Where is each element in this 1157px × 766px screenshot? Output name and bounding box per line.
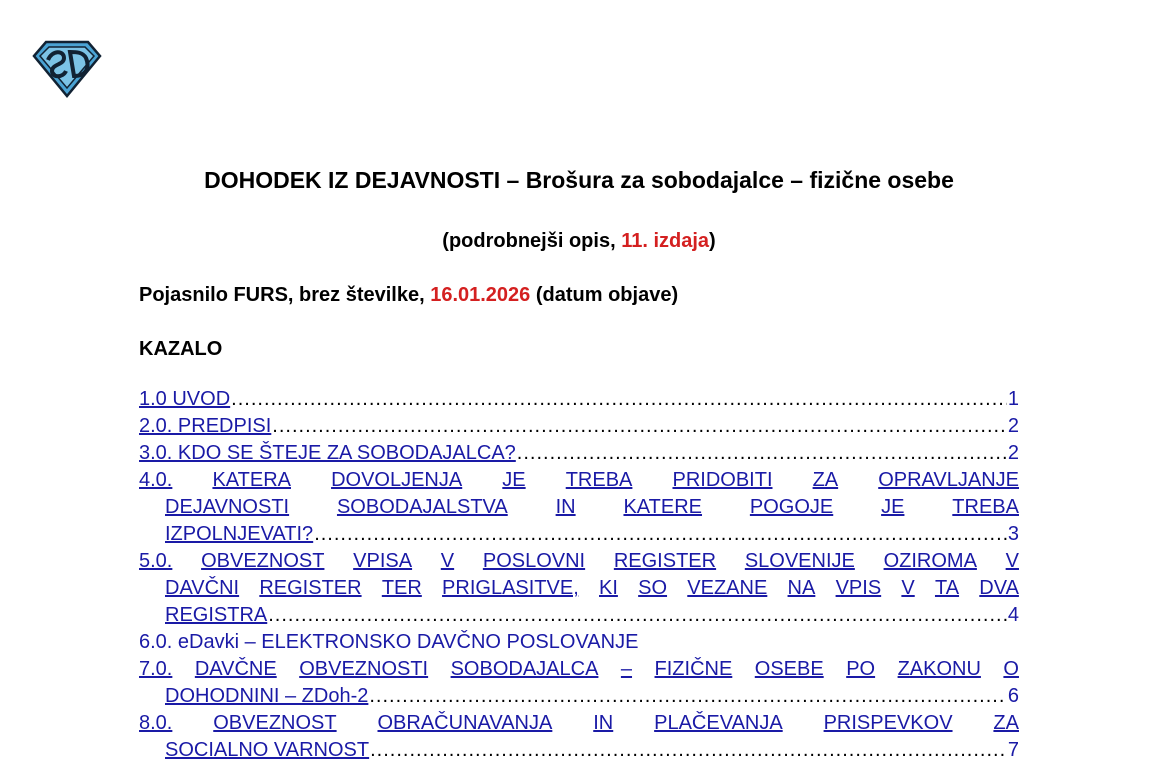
word: REGISTER: [613, 550, 717, 572]
toc-entry-4-line-2[interactable]: [139, 496, 1019, 523]
toc-entry-3[interactable]: [139, 442, 1019, 469]
word: PRISPEVKOV: [823, 712, 953, 734]
toc-entry-8-page[interactable]: 7: [1007, 739, 1019, 761]
word: PRIGLASITVE,: [442, 577, 579, 599]
word: V: [440, 550, 455, 572]
toc-entry-7-page[interactable]: 6: [1007, 685, 1019, 707]
word: TREBA: [952, 496, 1019, 518]
toc-entry-4-line-1[interactable]: [139, 469, 1019, 496]
word: NA: [787, 577, 816, 599]
word: TER: [381, 577, 422, 599]
word: KI: [599, 577, 618, 599]
word: TREBA: [565, 469, 633, 491]
toc-entry-2-link[interactable]: 2.0. PREDPISI: [139, 415, 272, 437]
word: OBVEZNOST: [213, 712, 337, 734]
logo-icon: [30, 38, 104, 100]
word: ZA: [812, 469, 839, 491]
word: VPISA: [353, 550, 413, 572]
word: V: [901, 577, 915, 599]
subtitle-close: ): [709, 230, 716, 252]
toc-entry-1[interactable]: [139, 388, 1019, 415]
dot-leader: [231, 388, 1007, 411]
toc-entry-4-page[interactable]: 3: [1007, 523, 1019, 545]
word: KATERE: [623, 496, 703, 518]
dot-leader: [369, 685, 1007, 708]
toc-entry-3-link[interactable]: 3.0. KDO SE ŠTEJE ZA SOBODAJALCA?: [139, 442, 516, 464]
toc-entry-1-link[interactable]: 1.0 UVOD: [139, 388, 231, 410]
page-subtitle: [139, 228, 1019, 254]
word: KATERA: [212, 469, 291, 491]
word: OPRAVLJANJE: [878, 469, 1019, 491]
toc-entry-1-page[interactable]: 1: [1007, 388, 1019, 410]
toc-entry-8-link[interactable]: SOCIALNO VARNOST: [165, 739, 370, 761]
toc-entry-5-link[interactable]: REGISTRA: [165, 604, 268, 626]
dot-leader: [314, 523, 1007, 546]
toc-entry-7-line-2[interactable]: [139, 685, 1019, 712]
word: POSLOVNI: [482, 550, 586, 572]
word: PO: [846, 658, 876, 680]
toc-entry-7-link[interactable]: DOHODNINI – ZDoh-2: [165, 685, 369, 707]
word: DAVČNI: [165, 577, 240, 599]
subtitle-text: (podrobnejši opis,: [442, 230, 622, 252]
toc-entry-5-page[interactable]: 4: [1007, 604, 1019, 626]
toc-entry-5-line-2[interactable]: [139, 577, 1019, 604]
word: VPIS: [835, 577, 882, 599]
word: IN: [593, 712, 614, 734]
toc-entry-4-line-3[interactable]: [139, 523, 1019, 550]
toc-entry-3-page[interactable]: 2: [1007, 442, 1019, 464]
word: JE: [881, 496, 905, 518]
toc-entry-6[interactable]: [139, 631, 1019, 658]
toc-entry-8-line-1[interactable]: [139, 712, 1019, 739]
word: OBVEZNOST: [201, 550, 325, 572]
word: SO: [638, 577, 668, 599]
toc-entry-2[interactable]: [139, 415, 1019, 442]
word: ZA: [993, 712, 1019, 734]
word: REGISTER: [259, 577, 362, 599]
word: IN: [555, 496, 576, 518]
dot-leader: [517, 442, 1007, 465]
publish-date: 16.01.2026: [430, 284, 531, 306]
word: 8.0.: [139, 712, 173, 734]
word: PLAČEVANJA: [654, 712, 783, 734]
word: V: [1005, 550, 1019, 572]
table-of-contents: [139, 388, 1019, 766]
toc-entry-6-text[interactable]: 6.0. eDavki – ELEKTRONSKO DAVČNO POSLOVANJE: [139, 631, 639, 653]
source-text: Pojasnilo FURS, brez številke,: [139, 284, 431, 306]
toc-entry-7[interactable]: [139, 658, 1019, 712]
toc-entry-5-line-1[interactable]: [139, 550, 1019, 577]
word: OSEBE: [754, 658, 824, 680]
toc-entry-8[interactable]: [139, 712, 1019, 766]
source-suffix: (datum objave): [530, 284, 679, 306]
word: SLOVENIJE: [744, 550, 855, 572]
word: DVA: [979, 577, 1019, 599]
toc-entry-2-page[interactable]: 2: [1007, 415, 1019, 437]
toc-entry-4[interactable]: [139, 469, 1019, 550]
word: DAVČNE: [194, 658, 277, 680]
word: TA: [934, 577, 960, 599]
word: SOBODAJALSTVA: [336, 496, 508, 518]
toc-entry-5[interactable]: [139, 550, 1019, 631]
toc-entry-4-link[interactable]: IZPOLNJEVATI?: [165, 523, 314, 545]
dot-leader: [370, 739, 1007, 762]
source-line: [139, 282, 678, 308]
word: JE: [502, 469, 526, 491]
page-title: DOHODEK IZ DEJAVNOSTI – Brošura za sobodajalce – fizične osebe: [204, 167, 954, 193]
word: OBRAČUNAVANJA: [377, 712, 553, 734]
word: POGOJE: [749, 496, 834, 518]
word: DOVOLJENJA: [331, 469, 463, 491]
word: 5.0.: [139, 550, 173, 572]
dot-leader: [268, 604, 1007, 627]
toc-entry-7-line-1[interactable]: [139, 658, 1019, 685]
toc-entry-8-line-2[interactable]: [139, 739, 1019, 766]
word: SOBODAJALCA: [450, 658, 599, 680]
word: PRIDOBITI: [672, 469, 773, 491]
toc-heading: KAZALO: [139, 338, 223, 360]
word: VEZANE: [687, 577, 768, 599]
word: DEJAVNOSTI: [165, 496, 290, 518]
word: ZAKONU: [897, 658, 981, 680]
word: FIZIČNE: [654, 658, 733, 680]
word: 4.0.: [139, 469, 173, 491]
word: OBVEZNOSTI: [299, 658, 429, 680]
edition-label: 11. izdaja: [621, 230, 710, 252]
word: O: [1003, 658, 1019, 680]
word: OZIROMA: [883, 550, 977, 572]
word: –: [620, 658, 633, 680]
toc-entry-5-line-3[interactable]: [139, 604, 1019, 631]
dot-leader: [272, 415, 1007, 438]
word: 7.0.: [139, 658, 173, 680]
